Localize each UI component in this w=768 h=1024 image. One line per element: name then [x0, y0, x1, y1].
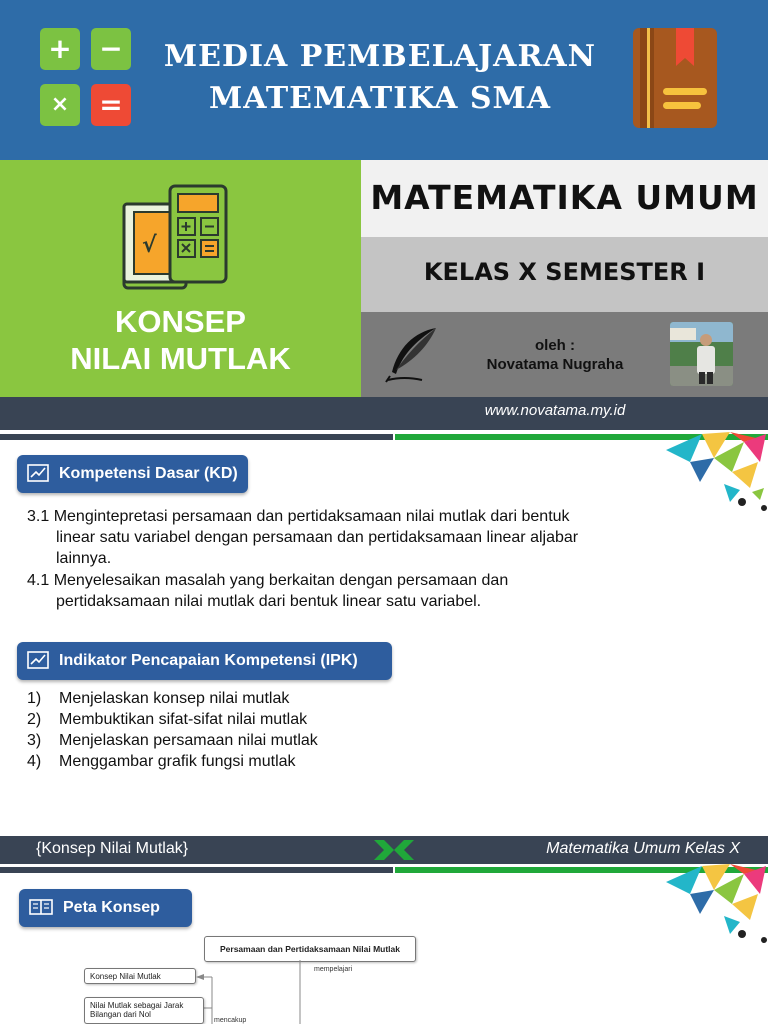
concept-map-connectors: [190, 960, 310, 1024]
kd-item-4-1: [27, 570, 647, 612]
kd-item-line: lainnya.: [56, 550, 112, 567]
ipk-section-header: [17, 642, 392, 680]
website-link[interactable]: www.novatama.my.id: [484, 402, 626, 419]
trend-chart-icon: [27, 464, 49, 482]
times-tile-icon: ×: [40, 84, 80, 126]
subject-title: MATEMATIKA UMUM: [370, 178, 759, 217]
list-item: 1) Menjelaskan konsep nilai mutlak: [27, 690, 290, 707]
notebook-icon: [630, 26, 720, 130]
concept-root-node: Persamaan dan Pertidaksamaan Nilai Mutlak: [204, 936, 416, 962]
ipk-list: [27, 688, 527, 772]
list-item: 4) Menggambar grafik fungsi mutlak: [27, 753, 296, 770]
author-name: Novatama Nugraha: [486, 356, 624, 373]
kd-item-line: 3.1 Mengintepretasi persamaan dan pertidaksamaan nilai mutlak dari bentuk: [27, 508, 570, 525]
concept-map-title: Peta Konsep: [63, 899, 160, 916]
footer-course: Matematika Umum Kelas X: [546, 840, 740, 857]
divider-dark: [0, 867, 393, 873]
author-label: oleh :: [535, 337, 575, 354]
topic-title: [0, 303, 361, 377]
kd-section-title: Kompetensi Dasar (KD): [59, 465, 238, 482]
concept-node: Konsep Nilai Mutlak: [84, 968, 196, 984]
kd-item-3-1: [27, 506, 647, 569]
plus-tile-icon: +: [40, 28, 80, 70]
divider-dark: [0, 434, 393, 440]
kd-item-line: linear satu variabel dengan persamaan dan pertidaksamaan linear aljabar: [56, 529, 579, 546]
confetti-decoration-icon: [660, 432, 768, 516]
quill-icon: [384, 326, 440, 384]
equals-tile-icon: =: [91, 84, 131, 126]
concept-node: [84, 997, 204, 1024]
calculator-book-icon: [120, 184, 232, 292]
ipk-section-title: Indikator Pencapaian Kompetensi (IPK): [59, 652, 358, 669]
kd-section-header: [17, 455, 248, 493]
list-item: 2) Membuktikan sifat-sifat nilai mutlak: [27, 711, 308, 728]
footer-topic: {Konsep Nilai Mutlak}: [36, 840, 189, 857]
topic-title-line2: NILAI MUTLAK: [70, 341, 291, 376]
topic-title-line1: KONSEP: [115, 304, 246, 339]
concept-node-line: Nilai Mutlak sebagai Jarak: [90, 1001, 184, 1010]
open-book-icon: [29, 898, 53, 916]
confetti-decoration-icon: [660, 864, 768, 948]
kd-item-line: 4.1 Menyelesaikan masalah yang berkaitan dengan persamaan dan: [27, 572, 509, 589]
trend-chart-icon: [27, 651, 49, 669]
logo-mark-icon: [372, 838, 416, 862]
svg-text:√: √: [142, 233, 157, 258]
edge-label-studies: mempelajari: [314, 966, 353, 973]
concept-map-header: [19, 889, 192, 927]
author-photo: [670, 322, 733, 386]
edge-label-covers: mencakup: [214, 1017, 247, 1024]
kd-item-line: pertidaksamaan nilai mutlak dari bentuk linear satu variabel.: [56, 593, 482, 610]
class-semester: KELAS X SEMESTER I: [423, 258, 706, 286]
list-item: 3) Menjelaskan persamaan nilai mutlak: [27, 732, 318, 749]
concept-node-line: Bilangan dari Nol: [90, 1010, 151, 1019]
cover-main-title: MEDIA PEMBELAJARAN MATEMATIKA SMA: [163, 39, 597, 116]
minus-tile-icon: −: [91, 28, 131, 70]
